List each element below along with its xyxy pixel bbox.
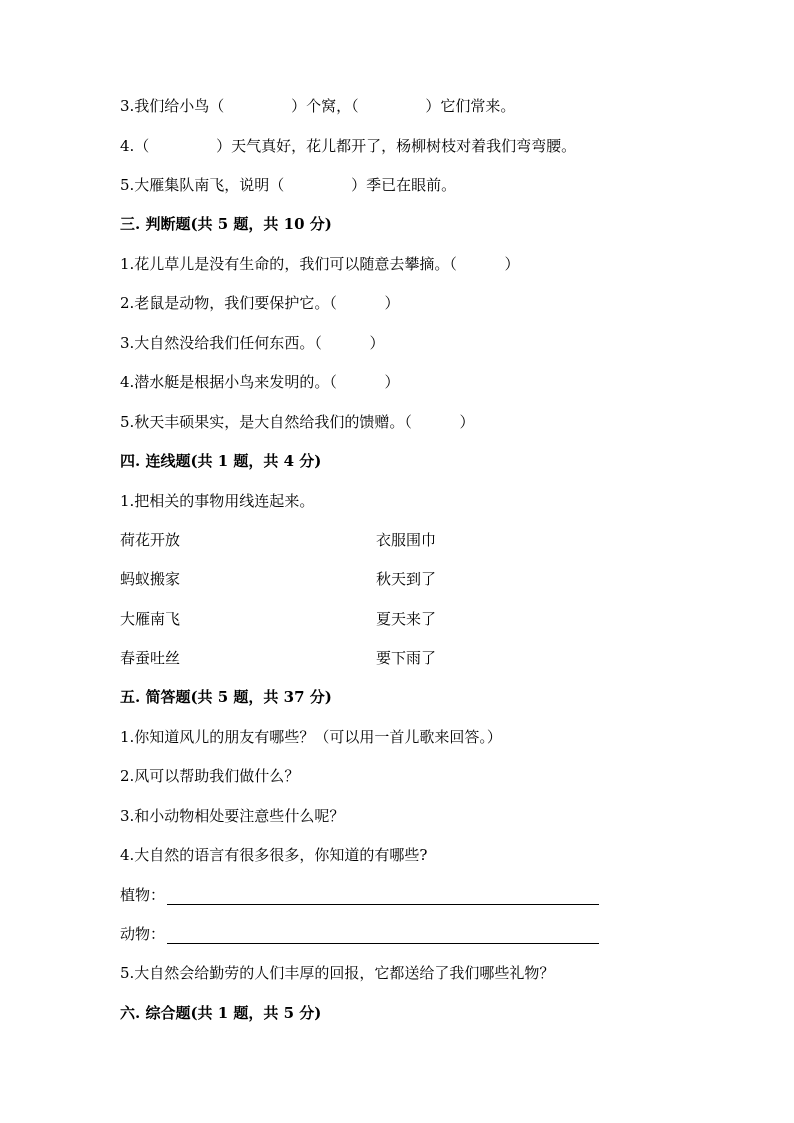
- true-false-item: 1.花儿草儿是没有生命的，我们可以随意去攀摘。（ ）: [120, 255, 520, 273]
- matching-left-item[interactable]: 蚂蚁搬家: [120, 570, 181, 588]
- true-false-item: 3.大自然没给我们任何东西。（ ）: [120, 334, 385, 352]
- matching-right-item[interactable]: 衣服围巾: [376, 531, 437, 549]
- matching-right-item[interactable]: 要下雨了: [376, 649, 437, 667]
- short-answer-item: 3.和小动物相处要注意些什么呢？: [120, 807, 345, 825]
- matching-prompt: 1.把相关的事物用线连起来。: [120, 492, 315, 510]
- short-answer-item: 4.大自然的语言有很多很多，你知道的有哪些?: [120, 846, 428, 864]
- true-false-item: 2.老鼠是动物，我们要保护它。（ ）: [120, 294, 400, 312]
- matching-left-item[interactable]: 春蚕吐丝: [120, 649, 181, 667]
- section-heading-true-false: 三. 判断题(共 5 题，共 10 分): [120, 215, 332, 233]
- matching-right-item[interactable]: 秋天到了: [376, 570, 437, 588]
- short-answer-item: 2.风可以帮助我们做什么？: [120, 767, 300, 785]
- animals-answer-line[interactable]: [167, 929, 599, 944]
- section-heading-comprehensive: 六. 综合题(共 1 题，共 5 分): [120, 1004, 322, 1022]
- animals-answer-row: [120, 924, 599, 944]
- true-false-item: 5.秋天丰硕果实，是大自然给我们的馈赠。（ ）: [120, 413, 475, 431]
- plants-answer-row: [120, 885, 599, 905]
- fill-blank-q4: 4.（ ）天气真好，花儿都开了，杨柳树枝对着我们弯弯腰。: [120, 137, 577, 155]
- true-false-item: 4.潜水艇是根据小鸟来发明的。（ ）: [120, 373, 400, 391]
- short-answer-item: 1.你知道风儿的朋友有哪些？（可以用一首儿歌来回答。）: [120, 728, 502, 746]
- animals-label: 动物：: [120, 925, 166, 943]
- fill-blank-q3: 3.我们给小鸟（ ）个窝，（ ）它们常来。: [120, 97, 516, 115]
- matching-right-item[interactable]: 夏天来了: [376, 610, 437, 628]
- plants-answer-line[interactable]: [167, 890, 599, 905]
- section-heading-short-answer: 五. 简答题(共 5 题，共 37 分): [120, 688, 332, 706]
- short-answer-item: 5.大自然会给勤劳的人们丰厚的回报，它都送给了我们哪些礼物？: [120, 964, 555, 982]
- matching-left-item[interactable]: 大雁南飞: [120, 610, 181, 628]
- plants-label: 植物：: [120, 886, 166, 904]
- fill-blank-q5: 5.大雁集队南飞，说明（ ）季已在眼前。: [120, 176, 457, 194]
- section-heading-matching: 四. 连线题(共 1 题，共 4 分): [120, 452, 322, 470]
- matching-left-item[interactable]: 荷花开放: [120, 531, 181, 549]
